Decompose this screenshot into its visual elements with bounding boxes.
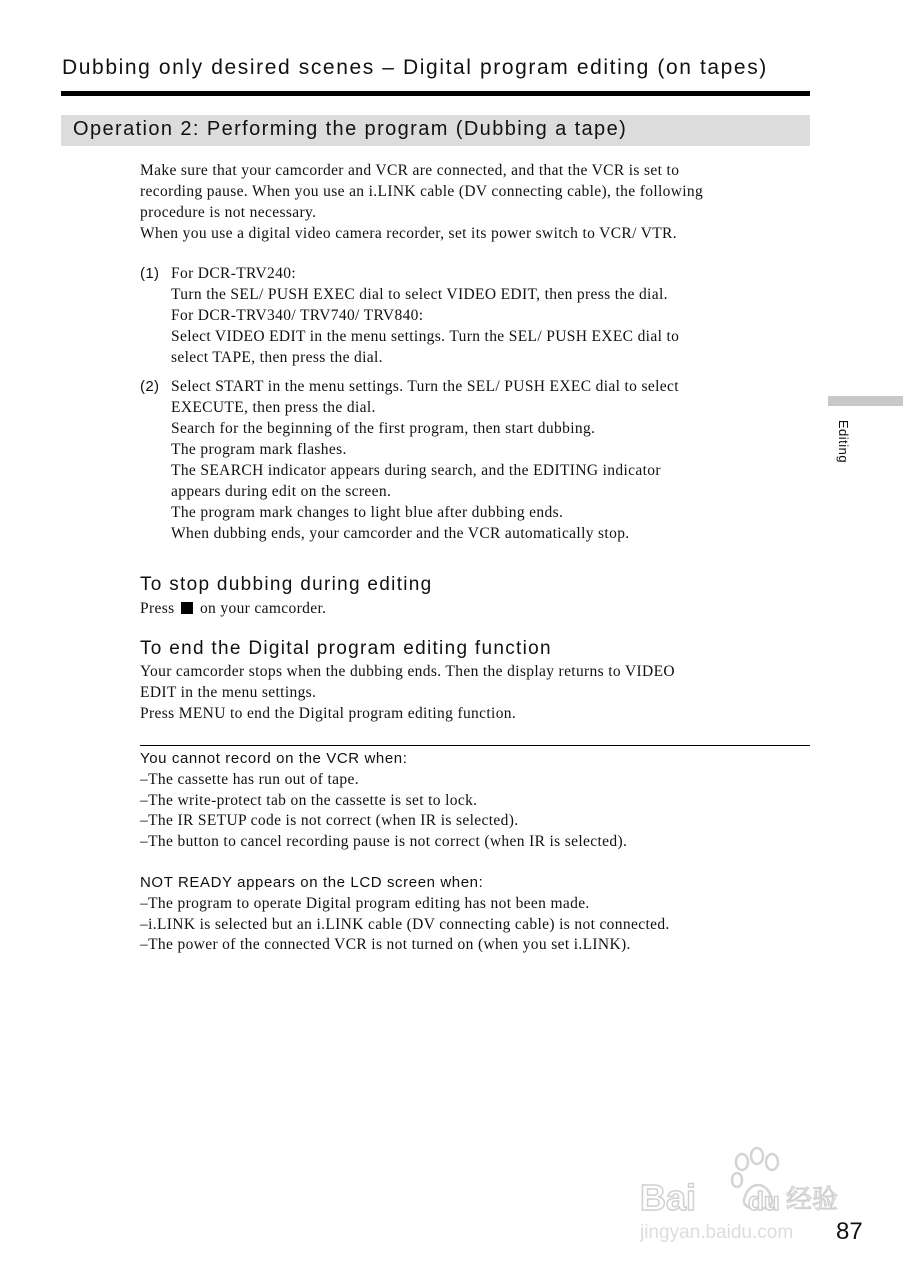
notes-divider (140, 745, 810, 746)
step-line: For DCR-TRV340/ TRV740/ TRV840: (171, 307, 424, 324)
end-function-line: Your camcorder stops when the dubbing ends. Then the display returns to VIDEO (140, 663, 675, 680)
svg-text:Bai: Bai (640, 1177, 697, 1218)
intro-line: recording pause. When you use an i.LINK cable (DV connecting cable), the following (140, 183, 704, 200)
step-number: (1) (140, 265, 160, 282)
step-line: select TAPE, then press the dial. (171, 349, 383, 366)
end-function-line: EDIT in the menu settings. (140, 684, 317, 701)
note-item: –The button to cancel recording pause is not correct (when IR is selected). (140, 832, 628, 850)
note-item: –The program to operate Digital program editing has not been made. (140, 895, 590, 912)
intro-line: procedure is not necessary. (140, 204, 317, 221)
end-function-paragraph (140, 661, 800, 724)
end-function-line: Press MENU to end the Digital program editing function. (140, 705, 517, 722)
stop-text-before: Press (140, 600, 175, 617)
svg-text:经验: 经验 (786, 1185, 839, 1215)
stop-button-icon (181, 602, 193, 614)
step-number: (2) (140, 378, 160, 395)
side-tab-bar (828, 396, 903, 406)
page-number: 87 (836, 1218, 863, 1245)
step-line: The program mark changes to light blue after dubbing ends. (171, 504, 564, 521)
stop-dubbing-heading: To stop dubbing during editing (140, 574, 433, 595)
stop-dubbing-text (140, 598, 800, 619)
note-heading-vcr: You cannot record on the VCR when: (140, 750, 408, 767)
baidu-jingyan-watermark (640, 1140, 850, 1250)
end-function-heading: To end the Digital program editing function (140, 638, 552, 659)
step-line: Select START in the menu settings. Turn the SEL/ PUSH EXEC dial to select (171, 378, 679, 395)
intro-line: When you use a digital video camera recorder, set its power switch to VCR/ VTR. (140, 225, 677, 242)
page-header-title: Dubbing only desired scenes – Digital program editing (on tapes) (62, 56, 768, 79)
svg-text:jingyan.baidu.com: jingyan.baidu.com (640, 1222, 794, 1243)
section-title: Operation 2: Performing the program (Dubbing a tape) (73, 118, 628, 140)
side-tab-label: Editing (836, 419, 852, 464)
intro-line: Make sure that your camcorder and VCR are connected, and that the VCR is set to (140, 162, 680, 179)
note-list-not-ready (140, 894, 810, 956)
note-heading-not-ready: NOT READY appears on the LCD screen when: (140, 874, 484, 891)
step-line: Select VIDEO EDIT in the menu settings. Turn the SEL/ PUSH EXEC dial to (171, 328, 680, 345)
note-item: –The cassette has run out of tape. (140, 771, 359, 788)
stop-text-after: on your camcorder. (199, 600, 327, 617)
note-item: –The write-protect tab on the cassette is set to lock. (140, 791, 478, 809)
step-line: appears during edit on the screen. (171, 483, 392, 500)
step-line: Turn the SEL/ PUSH EXEC dial to select VIDEO EDIT, then press the dial. (171, 286, 668, 303)
section-heading-bar (61, 115, 810, 146)
note-item: –The power of the connected VCR is not turned on (when you set i.LINK). (140, 936, 631, 953)
intro-paragraph (140, 160, 800, 244)
header-rule (61, 91, 810, 96)
svg-text:du: du (748, 1186, 780, 1216)
note-list-vcr (140, 770, 810, 852)
step-line: When dubbing ends, your camcorder and the VCR automatically stop. (171, 525, 630, 542)
note-item: –The IR SETUP code is not correct (when IR is selected). (140, 812, 519, 829)
step-line: The program mark flashes. (171, 441, 347, 458)
step-line: EXECUTE, then press the dial. (171, 399, 376, 416)
step-line: The SEARCH indicator appears during search, and the EDITING indicator (171, 462, 661, 479)
step-line: Search for the beginning of the first program, then start dubbing. (171, 420, 596, 437)
step-line: For DCR-TRV240: (171, 265, 297, 282)
note-item: –i.LINK is selected but an i.LINK cable (DV connecting cable) is not connected. (140, 915, 670, 933)
